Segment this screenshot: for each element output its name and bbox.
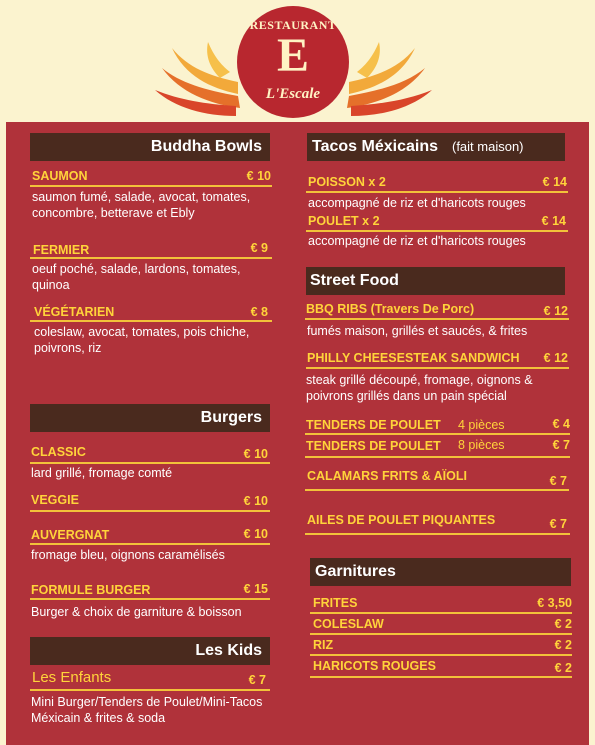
item-name: AUVERGNAT [31,528,110,542]
section-header-burgers [30,404,270,432]
item-name: CALAMARS FRITS & AÏOLI [307,469,467,483]
item-name: FRITES [313,596,358,610]
item-name: POULET x 2 [308,214,380,228]
item-underline [30,510,270,512]
item-price: € 8 [250,305,268,319]
item-name: HARICOTS ROUGES [313,659,436,673]
item-name: SAUMON [32,169,88,183]
item-name: VÉGÉTARIEN [34,305,115,319]
item-price: € 3,50 [537,596,572,610]
item-name: VEGGIE [31,493,79,507]
item-underline [305,533,570,535]
section-title: Street Food [310,272,399,289]
item-description: steak grillé découpé, fromage, oignons & poivrons grillés dans un pain spécial [306,373,533,403]
item-description: Mini Burger/Tenders de Poulet/Mini-Tacos Méxicain & frites & soda [31,695,263,725]
item-underline [30,185,272,187]
item-description: saumon fumé, salade, avocat, tomates, concombre, betterave et Ebly [32,190,251,220]
item-name: CLASSIC [31,445,86,459]
item-name: FORMULE BURGER [31,583,151,597]
item-name: AILES DE POULET PIQUANTES [307,513,496,527]
restaurant-logo [237,6,349,118]
section-title: Les Kids [195,642,262,659]
item-description: accompagné de riz et d'haricots rouges [308,234,526,248]
item-name: PHILLY CHEESESTEAK SANDWICH [307,351,520,365]
item-underline [30,320,272,322]
item-quantity-note: 8 pièces [458,438,505,452]
section-title: Garnitures [315,563,396,580]
item-underline [310,612,572,614]
left-flame-wing-icon [150,38,245,118]
section-header-les-kids [30,637,270,665]
item-price: € 10 [243,447,268,461]
item-underline [305,318,569,320]
item-underline [306,367,569,369]
item-underline [310,654,572,656]
item-price: € 7 [549,517,567,531]
item-underline [310,676,572,678]
item-description: coleslaw, avocat, tomates, pois chiche, poivrons, riz [34,325,250,355]
logo-letter: E [276,29,309,82]
item-name: TENDERS DE POULET [306,418,441,432]
item-price: € 2 [554,617,572,631]
section-header-tacos-mexicains [307,133,565,161]
item-description: accompagné de riz et d'haricots rouges [308,196,526,210]
section-header-garnitures [310,558,571,586]
item-name: Les Enfants [32,669,112,686]
item-price: € 10 [243,527,268,541]
item-description: fromage bleu, oignons caramélisés [31,548,225,562]
section-header-street-food [306,267,565,295]
item-name: POISSON x 2 [308,175,386,189]
item-description: Burger & choix de garniture & boisson [31,605,242,619]
section-subtitle: (fait maison) [451,139,524,154]
item-underline [30,543,270,545]
item-underline [306,191,568,193]
item-price: € 15 [243,582,268,596]
item-price: € 7 [552,438,570,452]
item-name: RIZ [313,638,334,652]
item-price: € 14 [542,175,567,189]
item-underline [306,230,568,232]
item-name: TENDERS DE POULET [306,439,441,453]
section-title: Buddha Bowls [150,138,262,155]
item-price: € 2 [554,638,572,652]
section-title: Burgers [200,409,262,426]
item-name: BBQ RIBS (Travers De Porc) [306,302,475,316]
item-underline [30,257,272,259]
right-flame-wing-icon [342,38,437,118]
section-title: Tacos Méxicains [312,138,438,155]
item-price: € 7 [248,673,266,687]
item-underline [305,433,570,435]
item-underline [30,462,270,464]
item-underline [305,489,569,491]
item-price: € 2 [554,661,572,675]
item-underline [305,456,570,458]
item-price: € 9 [250,241,268,255]
section-header-buddha-bowls [30,133,270,161]
item-name: COLESLAW [313,617,384,631]
item-description: lard grillé, fromage comté [31,466,173,480]
item-underline [30,598,270,600]
item-price: € 12 [543,304,568,318]
header [0,0,595,122]
item-price: € 14 [541,214,566,228]
item-price: € 4 [552,417,570,431]
item-description: oeuf poché, salade, lardons, tomates, quinoa [32,262,241,292]
logo-restaurant-text: RESTAURANT [249,18,337,32]
logo-name: L'Escale [265,86,321,102]
item-price: € 12 [543,351,568,365]
item-underline [30,689,270,691]
item-price: € 10 [246,169,271,183]
item-description: fumés maison, grillés et saucés, & frites [307,324,528,338]
item-price: € 10 [243,494,268,508]
item-underline [310,633,572,635]
item-name: FERMIER [33,243,90,257]
item-price: € 7 [549,474,567,488]
item-quantity-note: 4 pièces [458,418,505,432]
